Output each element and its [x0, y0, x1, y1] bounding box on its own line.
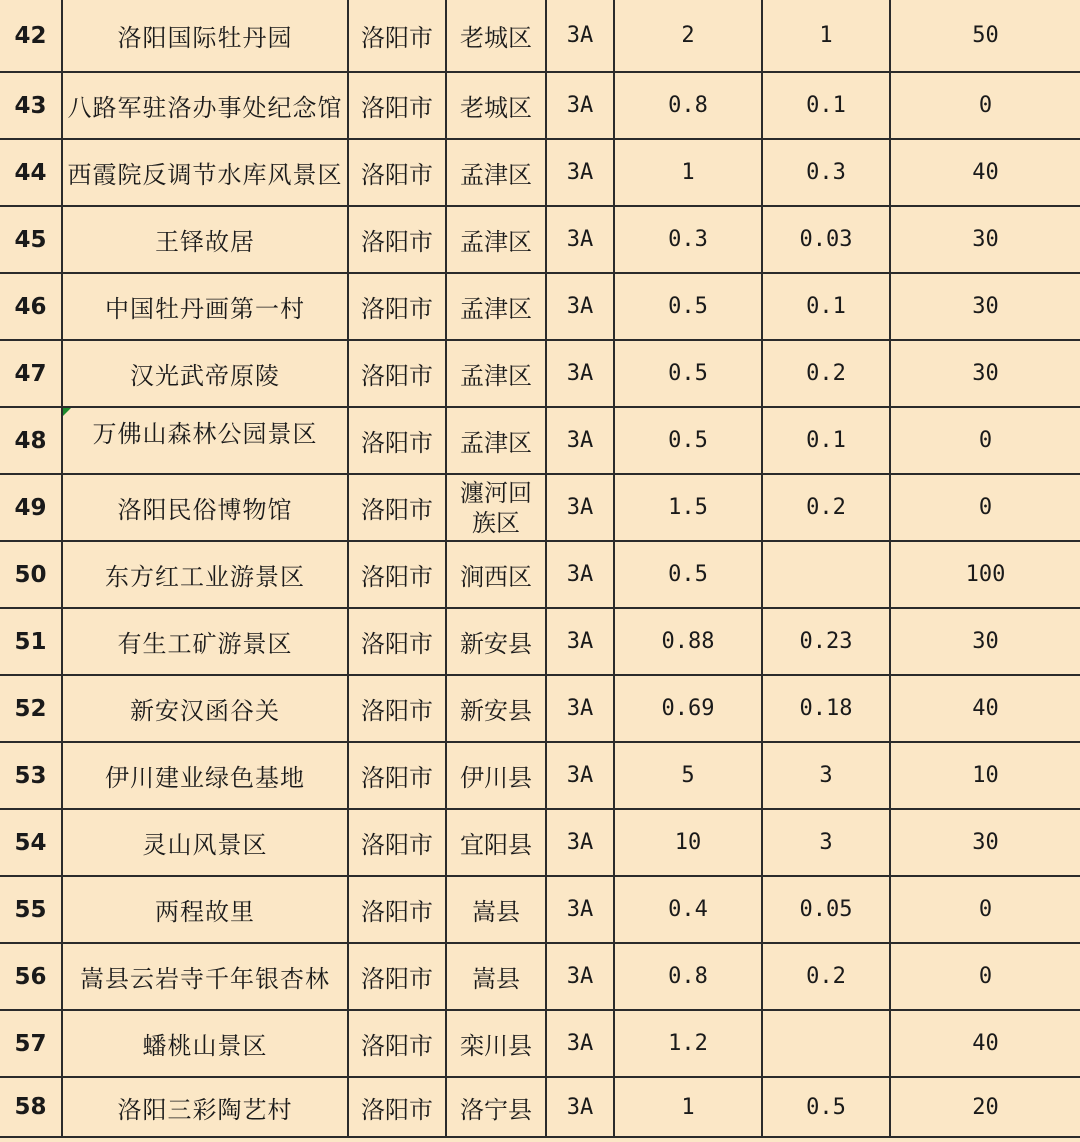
table-row — [0, 407, 1080, 474]
table-row — [0, 72, 1080, 139]
level-cell: 3A — [546, 206, 614, 273]
value3-cell: 100 — [890, 541, 1080, 608]
table-row — [0, 1077, 1080, 1137]
table-row — [0, 1010, 1080, 1077]
scenic-name-cell: 洛阳民俗博物馆 — [62, 474, 348, 541]
value2-cell: 0.1 — [762, 273, 890, 340]
level-cell: 3A — [546, 541, 614, 608]
row-index-cell: 45 — [0, 206, 62, 273]
city-cell: 洛阳市 — [348, 675, 446, 742]
scenic-name-cell: 伊川建业绿色基地 — [62, 742, 348, 809]
scenic-name-cell: 新安汉函谷关 — [62, 675, 348, 742]
row-index-cell: 57 — [0, 1010, 62, 1077]
table-row — [0, 541, 1080, 608]
value2-cell: 0.2 — [762, 943, 890, 1010]
row-index-cell: 43 — [0, 72, 62, 139]
value2-cell: 0.1 — [762, 72, 890, 139]
value2-cell — [762, 1010, 890, 1077]
scenic-name-cell: 东方红工业游景区 — [62, 541, 348, 608]
level-cell: 3A — [546, 340, 614, 407]
row-index-cell: 51 — [0, 608, 62, 675]
district-cell: 老城区 — [446, 0, 546, 72]
table-row — [0, 943, 1080, 1010]
row-index-cell: 53 — [0, 742, 62, 809]
city-cell: 洛阳市 — [348, 474, 446, 541]
level-cell: 3A — [546, 943, 614, 1010]
value1-cell: 1 — [614, 1077, 762, 1137]
scenic-name-cell: 万佛山森林公园景区 — [62, 407, 348, 474]
table-row — [0, 809, 1080, 876]
value2-cell: 0.5 — [762, 1077, 890, 1137]
value3-cell: 40 — [890, 139, 1080, 206]
table-row — [0, 742, 1080, 809]
table-row — [0, 273, 1080, 340]
value1-cell: 0.88 — [614, 608, 762, 675]
district-cell: 孟津区 — [446, 407, 546, 474]
value2-cell: 0.1 — [762, 407, 890, 474]
value3-cell: 0 — [890, 474, 1080, 541]
district-cell: 嵩县 — [446, 876, 546, 943]
district-cell: 孟津区 — [446, 340, 546, 407]
table-row — [0, 675, 1080, 742]
scenic-name-cell: 有生工矿游景区 — [62, 608, 348, 675]
district-cell: 孟津区 — [446, 206, 546, 273]
scenic-name-cell: 西霞院反调节水库风景区 — [62, 139, 348, 206]
city-cell: 洛阳市 — [348, 742, 446, 809]
district-cell: 嵩县 — [446, 943, 546, 1010]
table-row — [0, 139, 1080, 206]
value2-cell: 3 — [762, 809, 890, 876]
district-cell: 新安县 — [446, 608, 546, 675]
row-index-cell: 46 — [0, 273, 62, 340]
value2-cell: 0.18 — [762, 675, 890, 742]
row-index-cell: 42 — [0, 0, 62, 72]
value1-cell: 1.2 — [614, 1010, 762, 1077]
value2-cell: 0.03 — [762, 206, 890, 273]
value3-cell: 30 — [890, 206, 1080, 273]
value1-cell: 2 — [614, 0, 762, 72]
level-cell: 3A — [546, 876, 614, 943]
row-index-cell: 55 — [0, 876, 62, 943]
scenic-name-cell: 嵩县云岩寺千年银杏林 — [62, 943, 348, 1010]
value2-cell: 0.23 — [762, 608, 890, 675]
scenic-name-cell: 蟠桃山景区 — [62, 1010, 348, 1077]
city-cell: 洛阳市 — [348, 139, 446, 206]
value1-cell: 1 — [614, 139, 762, 206]
value3-cell: 0 — [890, 943, 1080, 1010]
row-index-cell: 49 — [0, 474, 62, 541]
value1-cell: 0.8 — [614, 72, 762, 139]
level-cell: 3A — [546, 72, 614, 139]
value3-cell: 40 — [890, 675, 1080, 742]
level-cell: 3A — [546, 675, 614, 742]
row-index-cell: 50 — [0, 541, 62, 608]
district-cell: 伊川县 — [446, 742, 546, 809]
value3-cell: 30 — [890, 809, 1080, 876]
district-cell: 孟津区 — [446, 139, 546, 206]
city-cell: 洛阳市 — [348, 273, 446, 340]
value3-cell: 10 — [890, 742, 1080, 809]
district-cell: 涧西区 — [446, 541, 546, 608]
city-cell: 洛阳市 — [348, 809, 446, 876]
value3-cell: 30 — [890, 273, 1080, 340]
city-cell: 洛阳市 — [348, 608, 446, 675]
district-cell — [446, 474, 546, 541]
city-cell: 洛阳市 — [348, 1077, 446, 1137]
district-cell: 栾川县 — [446, 1010, 546, 1077]
city-cell: 洛阳市 — [348, 72, 446, 139]
row-index-cell: 54 — [0, 809, 62, 876]
level-cell: 3A — [546, 0, 614, 72]
table-row — [0, 474, 1080, 541]
city-cell: 洛阳市 — [348, 206, 446, 273]
value1-cell: 0.4 — [614, 876, 762, 943]
value1-cell: 0.8 — [614, 943, 762, 1010]
value2-cell — [762, 541, 890, 608]
value1-cell: 0.5 — [614, 273, 762, 340]
value3-cell: 50 — [890, 0, 1080, 72]
row-index-cell: 52 — [0, 675, 62, 742]
scenic-name-cell: 两程故里 — [62, 876, 348, 943]
district-cell: 宜阳县 — [446, 809, 546, 876]
table-row — [0, 608, 1080, 675]
value1-cell: 5 — [614, 742, 762, 809]
value2-cell: 0.2 — [762, 474, 890, 541]
city-cell: 洛阳市 — [348, 876, 446, 943]
value3-cell: 40 — [890, 1010, 1080, 1077]
value1-cell: 0.5 — [614, 407, 762, 474]
city-cell: 洛阳市 — [348, 541, 446, 608]
level-cell: 3A — [546, 608, 614, 675]
city-cell: 洛阳市 — [348, 943, 446, 1010]
scenic-name-cell: 汉光武帝原陵 — [62, 340, 348, 407]
scenic-name-cell: 中国牡丹画第一村 — [62, 273, 348, 340]
city-cell: 洛阳市 — [348, 340, 446, 407]
level-cell: 3A — [546, 809, 614, 876]
table-row — [0, 876, 1080, 943]
scenic-name-cell: 洛阳国际牡丹园 — [62, 0, 348, 72]
row-index-cell: 58 — [0, 1077, 62, 1137]
city-cell: 洛阳市 — [348, 1010, 446, 1077]
row-index-cell: 56 — [0, 943, 62, 1010]
value3-cell: 0 — [890, 72, 1080, 139]
table-row — [0, 0, 1080, 72]
value3-cell: 20 — [890, 1077, 1080, 1137]
value1-cell: 10 — [614, 809, 762, 876]
district-cell: 洛宁县 — [446, 1077, 546, 1137]
scenic-name-cell: 八路军驻洛办事处纪念馆 — [62, 72, 348, 139]
value1-cell: 1.5 — [614, 474, 762, 541]
row-index-cell: 44 — [0, 139, 62, 206]
value3-cell: 30 — [890, 608, 1080, 675]
scenic-name-cell: 王铎故居 — [62, 206, 348, 273]
value2-cell: 1 — [762, 0, 890, 72]
table-row — [0, 340, 1080, 407]
level-cell: 3A — [546, 1010, 614, 1077]
value1-cell: 0.3 — [614, 206, 762, 273]
city-cell: 洛阳市 — [348, 0, 446, 72]
value2-cell: 0.2 — [762, 340, 890, 407]
table-row — [0, 206, 1080, 273]
level-cell: 3A — [546, 1077, 614, 1137]
value3-cell: 30 — [890, 340, 1080, 407]
district-cell: 孟津区 — [446, 273, 546, 340]
value1-cell: 0.5 — [614, 340, 762, 407]
row-index-cell: 47 — [0, 340, 62, 407]
level-cell: 3A — [546, 474, 614, 541]
level-cell: 3A — [546, 407, 614, 474]
value2-cell: 0.3 — [762, 139, 890, 206]
value1-cell: 0.5 — [614, 541, 762, 608]
value3-cell: 0 — [890, 407, 1080, 474]
district-cell: 老城区 — [446, 72, 546, 139]
district-cell: 新安县 — [446, 675, 546, 742]
level-cell: 3A — [546, 139, 614, 206]
scenic-name-cell: 洛阳三彩陶艺村 — [62, 1077, 348, 1137]
row-index-cell: 48 — [0, 407, 62, 474]
district-text: 瀍河回族区 — [460, 478, 532, 537]
scenic-name-cell: 灵山风景区 — [62, 809, 348, 876]
value1-cell: 0.69 — [614, 675, 762, 742]
value2-cell: 3 — [762, 742, 890, 809]
level-cell: 3A — [546, 742, 614, 809]
level-cell: 3A — [546, 273, 614, 340]
city-cell: 洛阳市 — [348, 407, 446, 474]
value3-cell: 0 — [890, 876, 1080, 943]
value2-cell: 0.05 — [762, 876, 890, 943]
